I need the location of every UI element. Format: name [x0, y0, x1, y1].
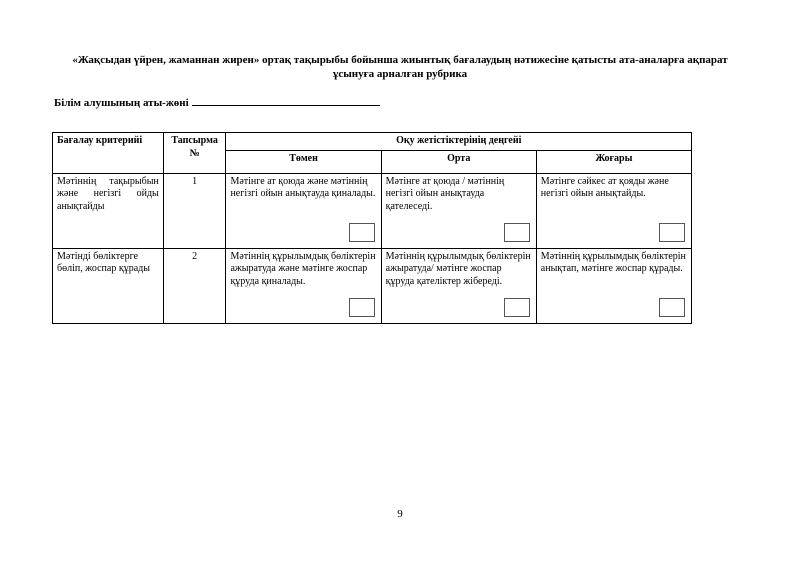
rubric-table	[52, 132, 692, 324]
criteria-cell: Мәтіннің тақырыбын және негізгі ойды анықтайды	[53, 173, 164, 248]
task-number-cell: 1	[163, 173, 226, 248]
header-criteria: Бағалау критерийі	[53, 133, 164, 174]
title-line-1: «Жақсыдан үйрен, жаманнан жирен» ортақ тақырыбы бойынша жиынтық бағалаудың нәтижесіне қатысты ата-аналарға ақпарат	[72, 54, 728, 66]
table-row	[53, 248, 692, 323]
level-low-cell	[226, 173, 381, 248]
header-level-high: Жоғары	[536, 150, 691, 173]
rubric-title	[40, 53, 760, 81]
header-task-label: Тапсырма	[171, 135, 218, 146]
header-task-number-sign: №	[189, 147, 200, 159]
level-low-cell	[226, 248, 381, 323]
level-high-cell	[536, 173, 691, 248]
level-mid-text: Мәтінге ат қоюда / мәтіннің негізгі ойын анықтауда қателеседі.	[385, 175, 505, 212]
level-mid-text: Мәтіннің құрылымдық бөліктерін ажыратуда/ мәтінге жоспар құруда қателіктер жібереді.	[385, 250, 531, 287]
level-high-checkbox[interactable]	[659, 298, 685, 317]
header-task	[163, 133, 226, 174]
level-low-text: Мәтінге ат қоюда және мәтіннің негізгі ойын анықтауда қиналады.	[230, 175, 376, 199]
table-row	[53, 173, 692, 248]
level-mid-checkbox[interactable]	[504, 223, 530, 242]
page-number: 9	[397, 508, 403, 520]
level-high-checkbox[interactable]	[659, 223, 685, 242]
level-high-text: Мәтіннің құрылымдық бөліктерін анықтап, мәтінге жоспар құрады.	[540, 250, 686, 274]
student-name-line	[54, 95, 380, 110]
level-high-text: Мәтінге сәйкес ат қояды және негізгі ойын анықтайды.	[540, 175, 669, 199]
header-levels: Оқу жетістіктерінің деңгейі	[226, 133, 692, 151]
task-number-cell: 2	[163, 248, 226, 323]
header-level-mid: Орта	[381, 150, 536, 173]
criteria-cell: Мәтінді бөліктерге бөліп, жоспар құрады	[53, 248, 164, 323]
header-level-low: Төмен	[226, 150, 381, 173]
level-low-text: Мәтіннің құрылымдық бөліктерін ажыратуда және мәтінге жоспар құруда қиналады.	[230, 250, 376, 287]
level-mid-checkbox[interactable]	[504, 298, 530, 317]
student-name-blank[interactable]	[192, 95, 380, 106]
level-low-checkbox[interactable]	[349, 298, 375, 317]
level-low-checkbox[interactable]	[349, 223, 375, 242]
level-mid-cell	[381, 248, 536, 323]
header-row-1	[53, 133, 692, 151]
level-mid-cell	[381, 173, 536, 248]
title-line-2: ұсынуға арналған рубрика	[332, 68, 468, 80]
student-name-label: Білім алушының аты-жөні	[54, 97, 189, 109]
level-high-cell	[536, 248, 691, 323]
